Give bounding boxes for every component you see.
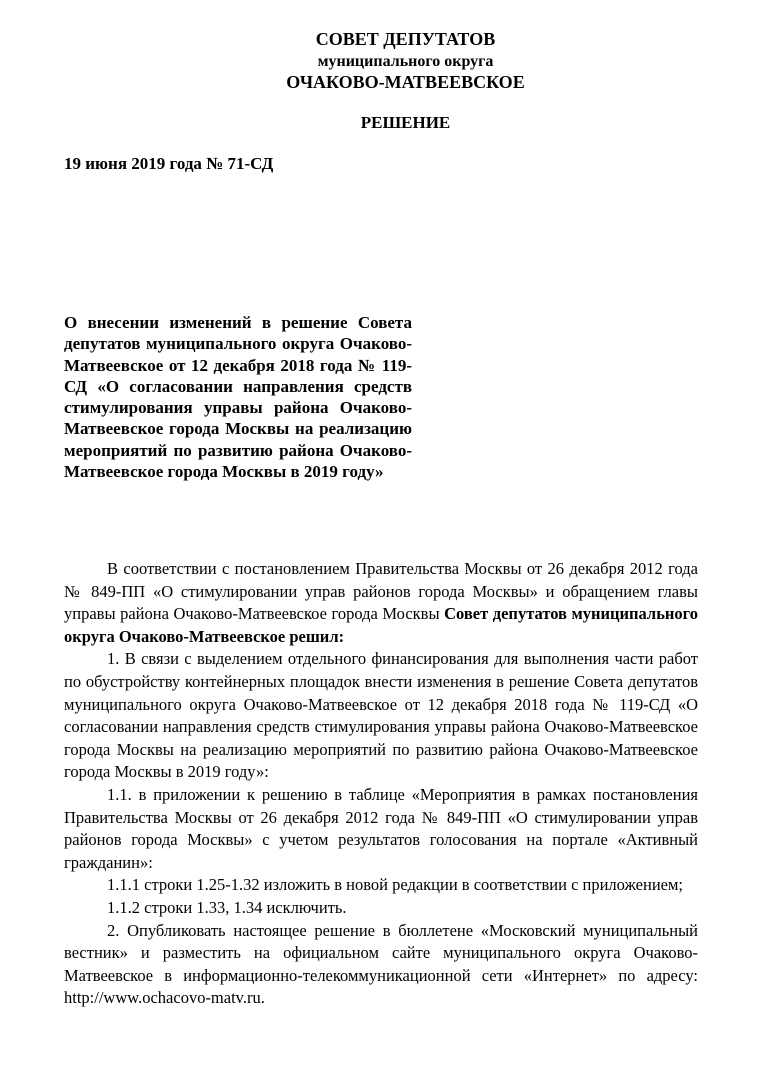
clause-2: 2. Опубликовать настоящее решение в бюллетене «Московский муниципальный вестник» и разместить на официальном сайте муниципального округа Очаково-Матвеевское в информационно-телекоммуникационной сети «Интернет» по адресу: http://www.ochacovo-matv.ru. bbox=[64, 920, 698, 1008]
clause-1-1: 1.1. в приложении к решению в таблице «Мероприятия в рамках постановления Правительства Москвы от 26 декабря 2012 года № 849-ПП «О стимулировании управ районов города Москвы» с учетом результатов голосования на портале «Активный гражданин»: bbox=[64, 784, 698, 872]
clause-1-1-2: 1.1.2 строки 1.33, 1.34 исключить. bbox=[107, 897, 347, 917]
document-type: РЕШЕНИЕ bbox=[360, 113, 451, 132]
preamble-paragraph bbox=[64, 558, 698, 648]
document-body bbox=[64, 558, 698, 1010]
org-title: СОВЕТ ДЕПУТАТОВ bbox=[315, 29, 496, 49]
clause-1: 1. В связи с выделением отдельного финансирования для выполнения части работ по обустройству контейнерных площадок внести изменения в решение Совета депутатов муниципального округа Очаково-Матвеевское от 12 декабря 2018 года № 119-СД «О согласовании направления средств стимулирования управы района Очаково-Матвеевское города Москвы на реализацию мероприятий по развитию района Очаково-Матвеевское города Москвы в 2019 году»: bbox=[64, 649, 698, 782]
clause-1-1-1: 1.1.1 строки 1.25-1.32 изложить в новой редакции в соответствии с приложением; bbox=[107, 875, 684, 895]
document-subject: О внесении изменений в решение Совета депутатов муниципального округа Очаково-Матвеевское от 12 декабря 2018 года № 119-СД «О согласовании направления средств стимулирования управы района Очаково-Матвеевское города Москвы на реализацию мероприятий по развитию района Очаково-Матвеевское города Москвы в 2019 году» bbox=[64, 313, 412, 482]
preamble-text: В соответствии с постановлением Правительства Москвы от 26 декабря 2012 года № 849-ПП «О стимулировании управ районов города Москвы» и обращением главы управы района Очаково-Матвеевское города Москвы bbox=[64, 559, 698, 624]
org-district: ОЧАКОВО-МАТВЕЕВСКОЕ bbox=[286, 72, 525, 92]
org-subtitle: муниципального округа bbox=[317, 53, 494, 70]
preamble-decision: Совет депутатов муниципального округа Очаково-Матвеевское решил: bbox=[64, 604, 699, 646]
date-number: 19 июня 2019 года № 71-СД bbox=[64, 154, 274, 173]
